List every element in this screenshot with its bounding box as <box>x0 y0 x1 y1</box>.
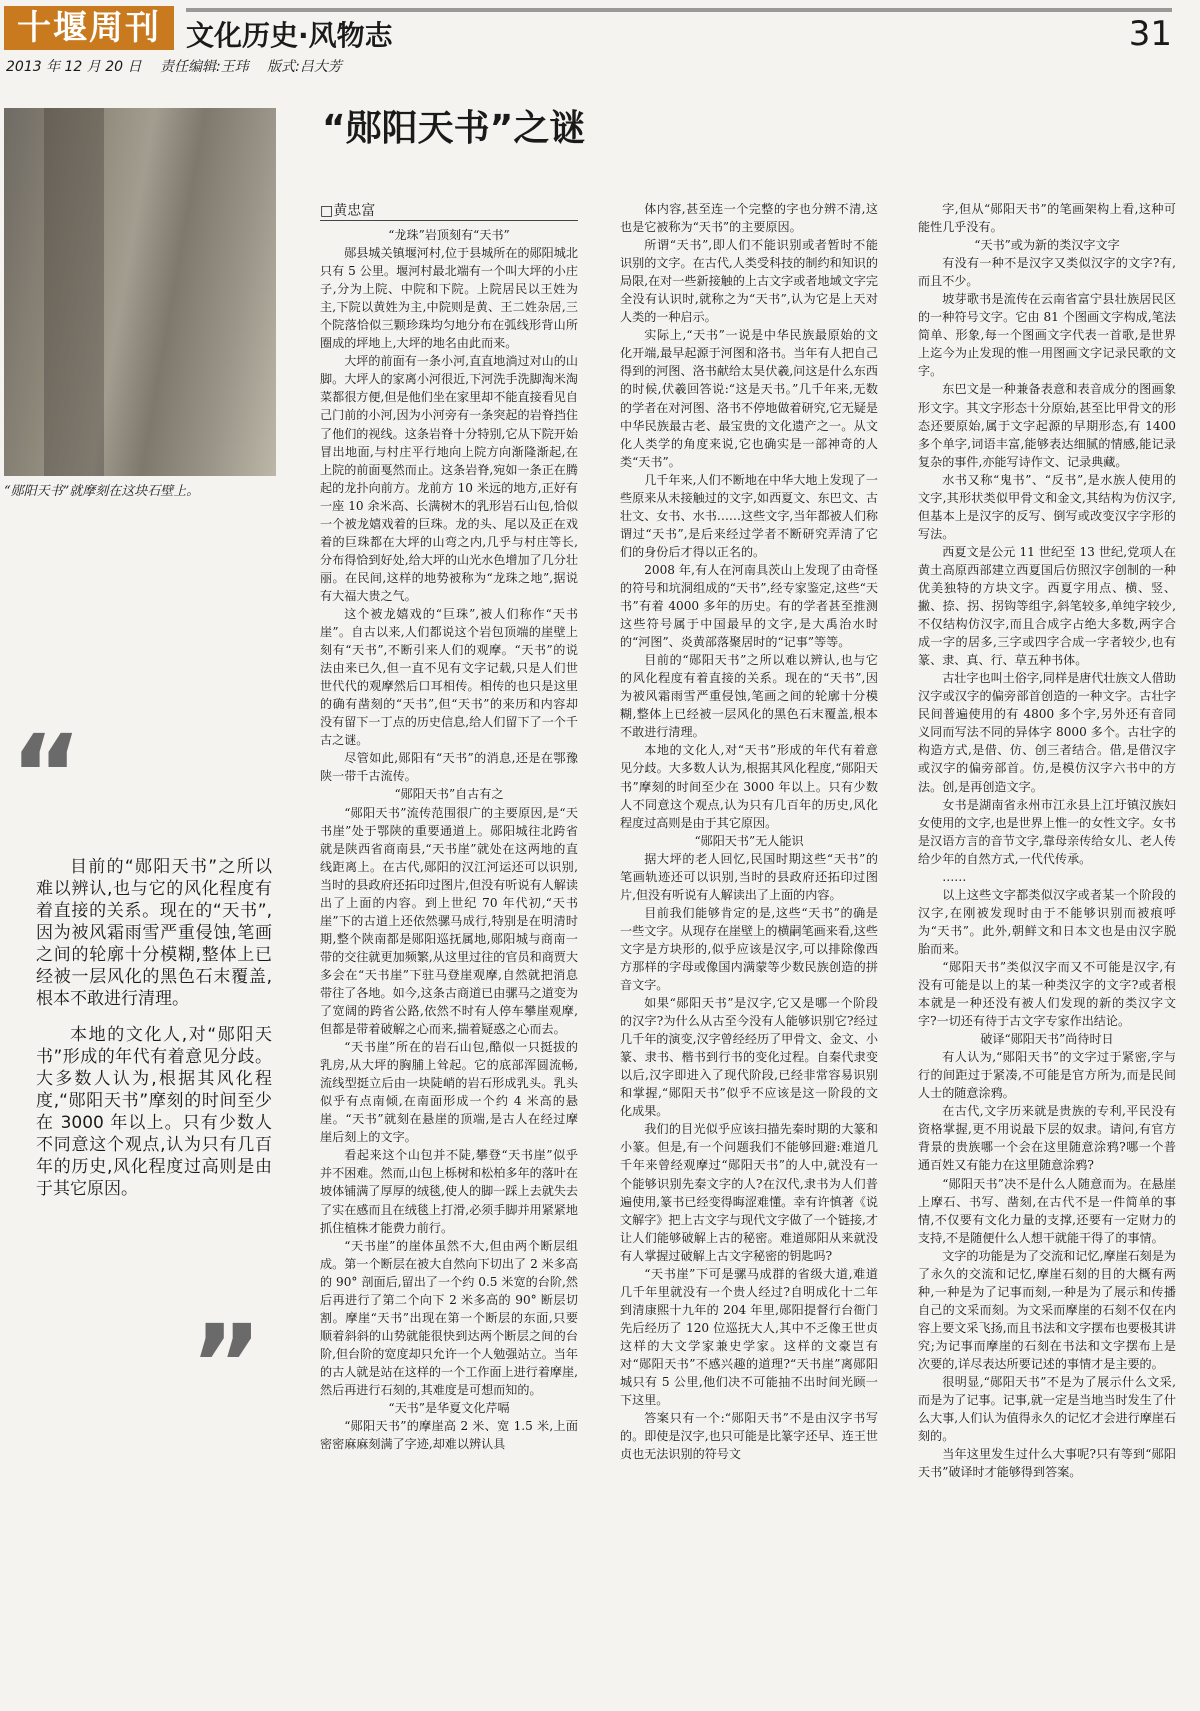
close-quote-mark: ” <box>190 1301 263 1429</box>
body-paragraph: 字,但从“郧阳天书”的笔画架构上看,这种可能性几乎没有。 <box>918 202 1176 235</box>
body-paragraph: 西夏文是公元 11 世纪至 13 世纪,党项人在黄土高原西部建立西夏国后仿照汉字创制的一种优美独特的方块文字。西夏字用点、横、竖、撇、捺、拐、拐钩等组字,斜笔较多,单纯字较少,不仅结构仿汉字,而且合成字占绝大多数,两字合成一字的居多,三字或四字合成一字者较少,也有篆、隶、真、行、草五种书体。 <box>918 544 1176 668</box>
publication-brand: 十堰周刊 <box>4 6 174 50</box>
pull-quote-paragraph: 目前的“郧阳天书”之所以难以辨认,也与它的风化程度有着直接的关系。现在的“天书”,因为被风霜雨雪严重侵蚀,笔画之间的轮廓十分模糊,整体上已经被一层风化的黑色石末覆盖,根本不敢进行清理。 <box>36 857 272 1009</box>
pull-quote <box>36 856 272 1214</box>
article-author: □黄忠富 <box>320 203 376 219</box>
subheading: “郧阳天书”自古有之 <box>394 787 504 802</box>
masthead <box>0 0 1200 75</box>
body-paragraph: 我们的目光似乎应该扫描先秦时期的大篆和小篆。但是,有一个问题我们不能够回避:难道几千年来曾经观摩过“郧阳天书”的人中,就没有一个能够识别先秦文字的人?在汉代,隶书为人们普遍使用,篆书已经变得晦涩难懂。幸有许慎著《说文解字》把上古文字与现代文字做了一个链接,才让人们能够破解上古的秘密。难道郧阳从来就没有人掌握过破解上古文字秘密的钥匙吗? <box>620 1122 878 1263</box>
body-paragraph: 在古代,文字历来就是贵族的专利,平民没有资格掌握,更不用说最下层的奴隶。请问,有官方背景的贵族哪一个会在这里随意涂鸦?哪一个普通百姓又有能力在这里随意涂鸦? <box>918 1104 1176 1173</box>
body-paragraph: 大坪的前面有一条小河,直直地淌过对山的山脚。大坪人的家离小河很近,下河洗手洗脚淘米淘菜都很方便,但是他们坐在家里却不能直接看见自己门前的小河,因为小河旁有一条突起的岩脊挡住了他们的视线。这条岩脊十分特别,它从下院开始冒出地面,与村庄平行地向上院方向渐隆渐起,在上院的前面戛然而止。这条岩脊,宛如一条正在腾起的龙扑向前方。龙前方 10 米远的地方,正好有一座 10 余米高、长满树木的乳形岩石山包,恰似一个被龙嬉戏着的巨珠。龙的头、尾以及正在戏着的巨珠都在大坪的山弯之内,几乎与村庄等长,分布得恰到好处,给大坪的山光水色增加了几分壮丽。在民间,这样的地势被称为“龙珠之地”,据说有大福大贵之气。 <box>320 354 578 603</box>
section-title: 文化历史·风物志 <box>186 19 393 52</box>
body-paragraph: 据大坪的老人回忆,民国时期这些“天书”的笔画轨迹还可以识别,当时的县政府还拓印过图片,但没有听说有人解读出了上面的内容。 <box>620 851 878 902</box>
body-paragraph: 有没有一种不是汉字又类似汉字的文字?有,而且不少。 <box>918 256 1176 289</box>
page-number: 31 <box>1128 14 1172 54</box>
body-paragraph: “郧阳天书”流传范围很广的主要原因,是“天书崖”处于鄂陕的重要通道上。郧阳城往北跨省就是陕西省商南县,“天书崖”就处在这两地的直线距离上。在古代,郧阳的汉江河运还可以识别,当时的县政府还拓印过图片,但没有听说有人解读出了上面的内容。到上世纪 70 年代初,“天书崖”下的古道上还依然骡马成行,特别是在明清时期,整个陕南都是郧阳巡抚属地,郧阳城与商南一带的交往就更加频繁,从这里过往的官员和商贾大多会在“天书崖”下驻马登崖观摩,自然就把消息带往了各地。如今,这条古商道已由骡马之道变为了宽阔的跨省公路,依然不时有人停车攀崖观摩,但都是带着破解之心而来,揣着疑惑之心而去。 <box>320 805 578 1037</box>
body-paragraph: 这个被龙嬉戏的“巨珠”,被人们称作“天书崖”。自古以来,人们都说这个岩包顶端的崖壁上刻有“天书”,不断引来人们的观摩。“天书”的说法由来已久,但一直不见有文字记载,只是人们世世代代的观摩然后口耳相传。相传的也只是这里的确有凿刻的“天书”,但“天书”的来历和内容却没有留下一丁点的历史信息,给人们留下了一个千古之谜。 <box>320 606 578 748</box>
photo-caption: “郧阳天书”就摩刻在这块石壁上。 <box>4 484 200 499</box>
pull-quote-paragraph: 本地的文化人,对“郧阳天书”形成的年代有着意见分歧。大多数人认为,根据其风化程度,“郧阳天书”摩刻的时间至少在 3000 年以上。只有少数人不同意这个观点,认为只有几百年的历史,风化程度过高则是由于其它原因。 <box>36 1025 272 1199</box>
cliff-photo <box>4 108 276 476</box>
body-paragraph: 2008 年,有人在河南具茨山上发现了由奇怪的符号和坑洞组成的“天书”,经专家鉴定,这些“天书”有着 4000 多年的历史。有的学者甚至推测这些符号属于中国最早的文字,是大禹治水时的“河图”、炎黄部落聚居时的“记事”等等。 <box>620 562 878 650</box>
body-paragraph: 体内容,甚至连一个完整的字也分辨不清,这也是它被称为“天书”的主要原因。 <box>620 202 878 235</box>
body-paragraph: 古壮字也叫土俗字,同样是唐代壮族文人借助汉字或汉字的偏旁部首创造的一种文字。古壮字民间普遍使用的有 4800 多个字,另外还有音同义同而写法不同的异体字 8000 多个。古壮字的构造方式,是借、仿、创三者结合。借,是借汉字或汉字的偏旁部首。仿,是模仿汉字六书中的方法。创,是再创造文字。 <box>918 671 1176 794</box>
author-rule <box>320 220 578 221</box>
subheading: “郧阳天书”无人能识 <box>694 833 804 848</box>
body-paragraph: 文字的功能是为了交流和记忆,摩崖石刻是为了永久的交流和记忆,摩崖石刻的目的大概有两种,一种是为了记事而刻,一种是为了展示和传播自己的文采而刻。为文采而摩崖的石刻不仅在内容上要文采飞扬,而且书法和文字摆布也要极其讲究;为记事而摩崖的石刻在书法和文字摆布上是次要的,详尽表达所要记述的事情才是主要的。 <box>918 1248 1176 1371</box>
body-paragraph: 实际上,“天书”一说是中华民族最原始的文化开端,最早起源于河图和洛书。当年有人把自己得到的河图、洛书献给太昊伏羲,问这是什么东西的时候,伏羲回答说:“这是天书。”几千年来,无数的学者在对河图、洛书不停地做着研究,它无疑是中华民族最古老、最宝贵的文化遗产之一。从文化人类学的角度来说,它也确实是一部神奇的人类“天书”。 <box>620 328 878 469</box>
body-paragraph: 以上这些文字都类似汉字或者某一个阶段的汉字,在刚被发现时由于不能够识别而被痕呼为“天书”。此外,朝鲜文和日本文也是由汉字脱胎而来。 <box>918 887 1176 956</box>
article-column-3 <box>918 200 1176 1702</box>
body-paragraph: 坡芽歌书是流传在云南省富宁县壮族居民区的一种符号文字。它由 81 个图画文字构成,笔法简单、形象,每一个图画文字代表一首歌,是世界上迄今为止发现的惟一用图画文字记录民歌的文字。 <box>918 292 1176 379</box>
body-paragraph: 本地的文化人,对“天书”形成的年代有着意见分歧。大多数人认为,根据其风化程度,“郧阳天书”摩刻的时间至少在 3000 年以上。只有少数人不同意这个观点,认为只有几百年的历史,风化程度过高则是由于其它原因。 <box>620 743 878 830</box>
subheading: “龙珠”岩顶刻有“天书” <box>388 228 510 242</box>
header-rule <box>186 8 1172 12</box>
body-paragraph: 答案只有一个:“郧阳天书”不是由汉字书写的。即使是汉字,也只可能是比篆字还早、连王世贞也无法识别的符号文 <box>620 1411 878 1462</box>
body-paragraph: “天书崖”所在的岩石山包,酷似一只挺拔的乳房,从大坪的胸脯上耸起。它的底部浑圆流畅,流线型挺立后由一块陡峭的岩石形成乳头。乳头似乎有点南倾,在南面形成一个约 4 米高的悬崖。“天书”就刻在悬崖的顶端,是古人在经过摩崖后刻上的文字。 <box>320 1040 578 1145</box>
issue-date: 2013 年 12 月 20 日 <box>6 59 142 75</box>
subheading: “天书”是华夏文化芹嗝 <box>388 1401 510 1416</box>
body-paragraph: 郧县城关镇堰河村,位于县城所在的郧阳城北只有 5 公里。堰河村最北端有一个叫大坪的小庄子,分为上院、中院和下院。上院居民以王姓为主,下院以黄姓为主,中院则是黄、王二姓杂居,三个院落恰似三颗珍珠均匀地分布在弧线形背山所圈成的坪地上,大坪的地名由此而来。 <box>320 246 578 351</box>
article-title: “郧阳天书”之谜 <box>322 108 586 149</box>
open-quote-mark: “ <box>10 711 83 839</box>
body-paragraph: …… <box>942 869 967 884</box>
article-column-1 <box>320 226 578 1702</box>
body-paragraph: 水书又称“鬼书”、“反书”,是水族人使用的文字,其形状类似甲骨文和金文,其结构为仿汉字,但基本上是汉字的反写、倒写或改变汉字字形的写法。 <box>918 472 1176 541</box>
body-paragraph: 当年这里发生过什么大事呢?只有等到“郧阳天书”破译时才能够得到答案。 <box>918 1447 1176 1480</box>
layout-editor: 版式:吕大芳 <box>267 59 342 75</box>
body-paragraph: 尽管如此,郧阳有“天书”的消息,还是在鄂豫陕一带千古流传。 <box>320 751 578 784</box>
responsible-editor: 责任编辑:王玮 <box>159 59 249 75</box>
body-paragraph: “郧阳天书”决不是什么人随意而为。在悬崖上摩石、书写、凿刻,在古代不是一件简单的事情,不仅要有文化力量的支撑,还要有一定财力的支持,不是随便什么人想干就能干得了的事情。 <box>918 1176 1176 1245</box>
body-paragraph: “郧阳天书”类似汉字而又不可能是汉字,有没有可能是以上的某一种类汉字的文字?或者根本就是一种还没有被人们发现的新的类汉字文字?一切还有待于古文字专家作出结论。 <box>918 959 1176 1029</box>
body-paragraph: 有人认为,“郧阳天书”的文字过于紧密,字与行的间距过于紧凑,不可能是官方所为,而是民间人士的随意涂鸦。 <box>918 1050 1176 1101</box>
body-paragraph: 如果“郧阳天书”是汉字,它又是哪一个阶段的汉字?为什么从古至今没有人能够识别它?经过几千年的演变,汉字曾经经历了甲骨文、金文、小篆、隶书、楷书到行书的变化过程。自秦代隶变以后,汉字即进入了现代阶段,已经非常容易识别和掌握,“郧阳天书”似乎不应该是这一阶段的文化成果。 <box>620 996 878 1119</box>
body-paragraph: “天书崖”的崖体虽然不大,但由两个断层组成。第一个断层在被大自然向下切出了 2 米多高的 90° 剖面后,留出了一个约 0.5 米宽的台阶,然后再进行了第二个向下 2 米多高的 90° 断层切割。摩崖“天书”出现在第一个断层的东面,只要顺着斜斜的山势就能很快到达两个断层之间的台阶,但台阶的宽度却只允许一个人勉强站立。当年的古人就是站在这样的一个工作面上进行着摩崖,然后再进行石刻的,其难度是可想而知的。 <box>320 1238 578 1397</box>
article-column-2 <box>620 200 878 1702</box>
subheading: “天书”或为新的类汉字文字 <box>974 238 1120 253</box>
body-paragraph: 很明显,“郧阳天书”不是为了展示什么文采,而是为了记事。记事,就一定是当地当时发生了什么大事,人们认为值得永久的记忆才会进行摩崖石刻的。 <box>918 1375 1176 1444</box>
body-paragraph: 看起来这个山包并不陡,攀登“天书崖”似乎并不困难。然而,山包上栎树和松柏多年的落叶在坡体铺满了厚厚的绒毯,使人的脚一踩上去就失去了实在感而且在绒毯上打滑,必须手脚并用紧紧地抓住植株才能费力前行。 <box>320 1148 578 1235</box>
body-paragraph: “天书崖”下可是骡马成群的省级大道,难道几千年里就没有一个贵人经过?自明成化十二年到清康熙十九年的 204 年里,郧阳提督行台衙门先后经历了 120 位巡抚大人,其中不乏像王世贞这样的大文学家兼史学家。这样的文豪岂有对“郧阳天书”不感兴趣的道理?“天书崖”离郧阳城只有 5 公里,他们决不可能抽不出时间光顾一下这里。 <box>620 1266 878 1408</box>
body-paragraph: 东巴文是一种兼备表意和表音成分的图画象形文字。其文字形态十分原始,甚至比甲骨文的形态还要原始,属于文字起源的早期形态,有 1400 多个单字,词语丰富,能够表达细腻的情感,能记录复杂的事件,亦能写诗作文、记录典藏。 <box>918 382 1176 469</box>
subheading: 破译“郧阳天书”尚待时日 <box>980 1032 1114 1047</box>
body-paragraph: 女书是湖南省永州市江永县上江圩镇汉族妇女使用的文字,也是世界上惟一的女性文字。女书是汉语方言的音节文字,靠母亲传给女儿、老人传给少年的自然方式,一代代传承。 <box>918 797 1176 866</box>
body-paragraph: 几千年来,人们不断地在中华大地上发现了一些原来从未接触过的文字,如西夏文、东巴文、古壮文、女书、水书……这些文字,当年都被人们称谓过“天书”,是后来经过学者不断研究弄清了它们的身份后才得以正名的。 <box>620 472 878 559</box>
body-paragraph: “郧阳天书”的摩崖高 2 米、宽 1.5 米,上面密密麻麻刻满了字迹,却难以辨认具 <box>320 1419 578 1452</box>
body-paragraph: 目前的“郧阳天书”之所以难以辨认,也与它的风化程度有着直接的关系。现在的“天书”,因为被风霜雨雪严重侵蚀,笔画之间的轮廓十分模糊,整体上已经被一层风化的黑色石末覆盖,根本不敢进行清理。 <box>620 653 878 740</box>
body-paragraph: 目前我们能够肯定的是,这些“天书”的确是一些文字。从现存在崖壁上的横嗣笔画来看,这些文字是方块形的,似乎应该是汉字,可以排除像西方那样的字母或像国内满蒙等少数民族创造的拼音文字。 <box>620 905 878 993</box>
body-paragraph: 所谓“天书”,即人们不能识别或者暂时不能识别的文字。在古代,人类受科技的制约和知识的局限,在对一些新接触的上古文字或者地域文字完全没有认识时,就称之为“天书”,认为它是上天对人类的一种启示。 <box>620 238 878 325</box>
issue-meta <box>6 56 356 76</box>
